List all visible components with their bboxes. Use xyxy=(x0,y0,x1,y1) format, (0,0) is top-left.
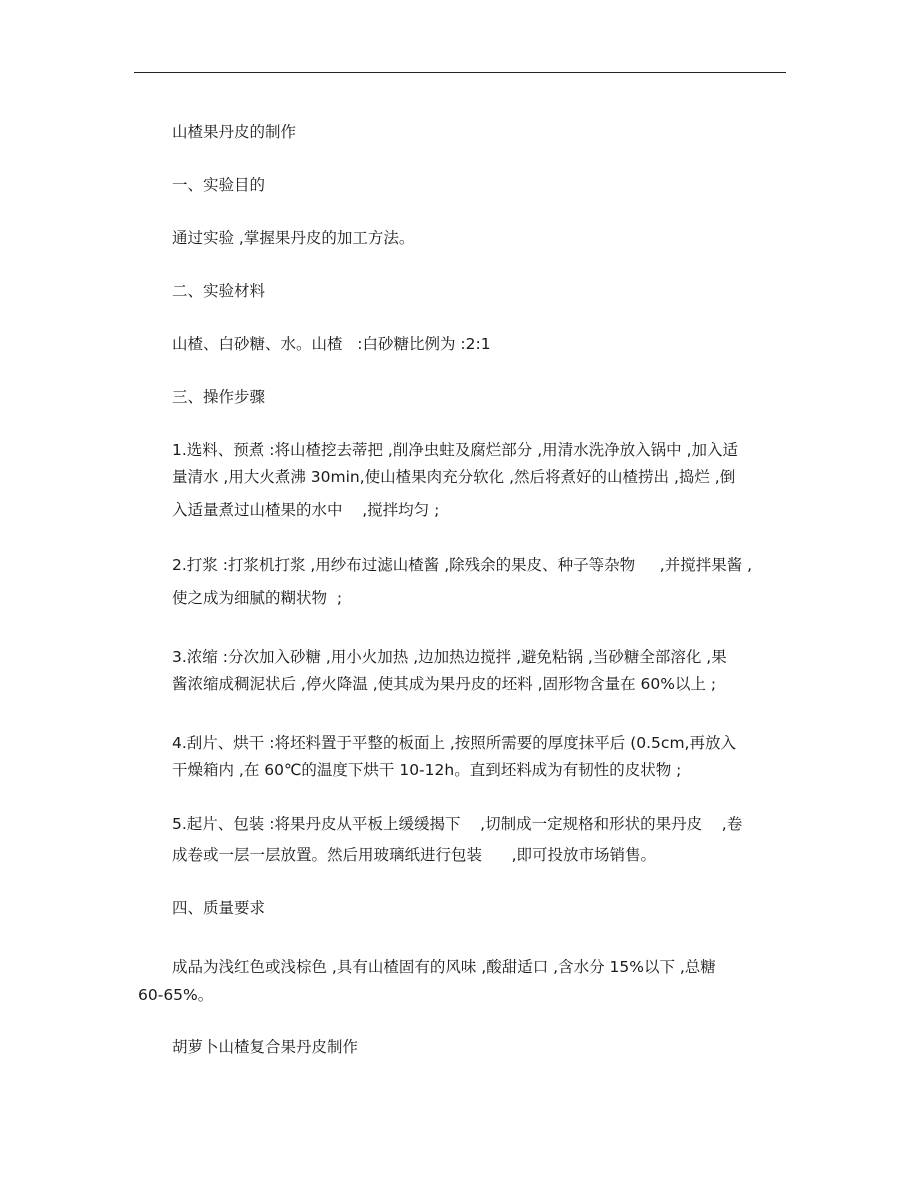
section-heading-steps: 三、操作步骤 xyxy=(172,388,266,406)
quality-line2: 60-65%。 xyxy=(138,986,214,1004)
step4-line2: 干燥箱内 ,在 60℃的温度下烘干 10-12h。直到坯料成为有韧性的皮状物 ; xyxy=(172,761,682,779)
purpose-text: 通过实验 ,掌握果丹皮的加工方法。 xyxy=(172,229,415,247)
step1-line3: 入适量煮过山楂果的水中 ,搅拌均匀 ; xyxy=(172,501,440,519)
section-heading-materials: 二、实验材料 xyxy=(172,282,266,300)
section-heading-quality: 四、质量要求 xyxy=(172,899,266,917)
materials-text: 山楂、白砂糖、水。山楂 :白砂糖比例为 :2:1 xyxy=(172,335,491,353)
step2-line1: 2.打浆 :打浆机打浆 ,用纱布过滤山楂酱 ,除残余的果皮、种子等杂物 ,并搅拌果酱 , xyxy=(172,556,753,574)
step3-line2: 酱浓缩成稠泥状后 ,停火降温 ,使其成为果丹皮的坯料 ,固形物含量在 60%以上 ; xyxy=(172,675,717,693)
step1-line1: 1.选料、预煮 :将山楂挖去蒂把 ,削净虫蛀及腐烂部分 ,用清水洗净放入锅中 ,加入适 xyxy=(172,441,739,459)
step3-line1: 3.浓缩 :分次加入砂糖 ,用小火加热 ,边加热边搅拌 ,避免粘锅 ,当砂糖全部溶化 ,果 xyxy=(172,648,727,666)
document-title: 山楂果丹皮的制作 xyxy=(172,123,297,141)
step4-line1: 4.刮片、烘干 :将坯料置于平整的板面上 ,按照所需要的厚度抹平后 (0.5cm,再放入 xyxy=(172,734,736,752)
step2-line2: 使之成为细腻的糊状物 ; xyxy=(172,589,343,607)
header-rule xyxy=(134,72,786,73)
next-document-title: 胡萝卜山楂复合果丹皮制作 xyxy=(172,1038,359,1056)
step5-line2: 成卷或一层一层放置。然后用玻璃纸进行包装 ,即可投放市场销售。 xyxy=(172,846,656,864)
quality-line1: 成品为浅红色或浅棕色 ,具有山楂固有的风味 ,酸甜适口 ,含水分 15%以下 ,总糖 xyxy=(172,958,716,976)
section-heading-purpose: 一、实验目的 xyxy=(172,176,266,194)
step5-line1: 5.起片、包装 :将果丹皮从平板上缓缓揭下 ,切制成一定规格和形状的果丹皮 ,卷 xyxy=(172,815,743,833)
step1-line2: 量清水 ,用大火煮沸 30min,使山楂果肉充分软化 ,然后将煮好的山楂捞出 ,捣烂 ,倒 xyxy=(172,468,736,486)
